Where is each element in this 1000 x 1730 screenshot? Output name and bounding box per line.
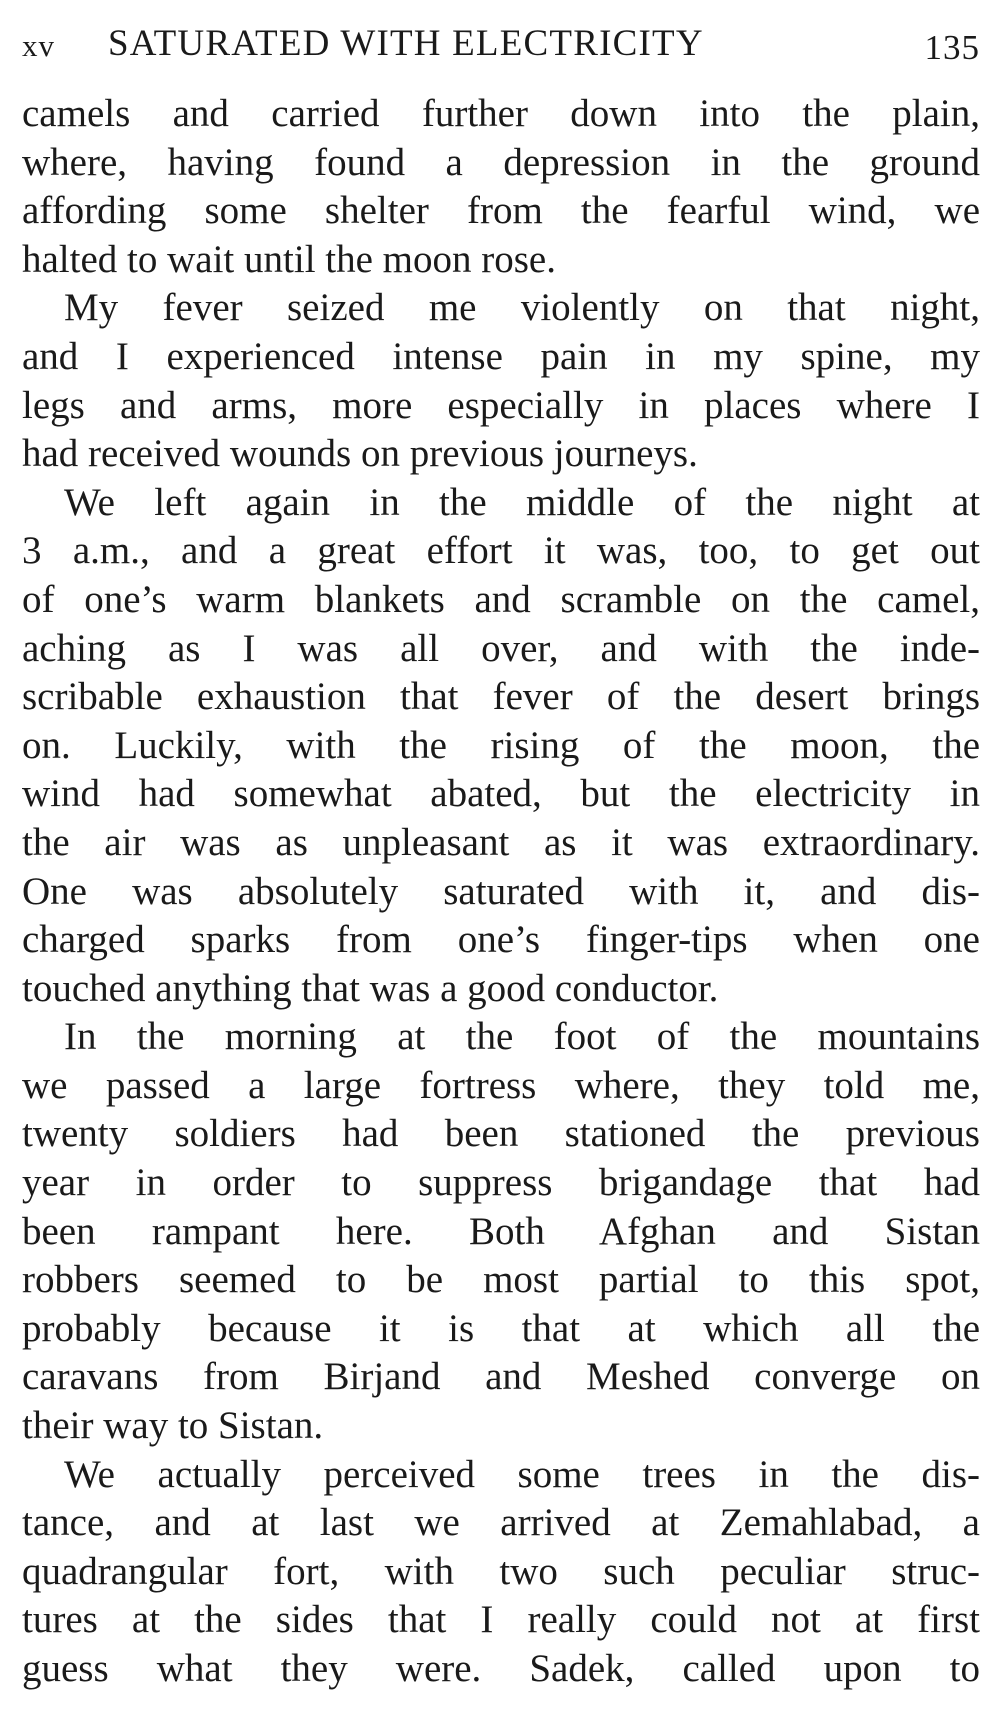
- text-line: year in order to suppress brigandage that had: [22, 1161, 980, 1205]
- text-line: probably because it is that at which all the: [22, 1306, 980, 1350]
- text-line: their way to Sistan.: [22, 1404, 324, 1448]
- chapter-number: xv: [22, 28, 55, 63]
- text-line: halted to wait until the moon rose.: [22, 237, 556, 281]
- text-line: and I experienced intense pain in my spine, my: [22, 334, 980, 378]
- page-number: 135: [924, 28, 980, 67]
- text-line: 3 a.m., and a great effort it was, too, to get out: [22, 529, 980, 573]
- text-line: been rampant here. Both Afghan and Sistan: [22, 1209, 980, 1253]
- text-line: scribable exhaustion that fever of the desert brings: [22, 675, 980, 719]
- paragraph: [22, 284, 980, 478]
- text-line: affording some shelter from the fearful wind, we: [22, 189, 980, 233]
- text-line: caravans from Birjand and Meshed converge on: [22, 1355, 980, 1399]
- running-head: [22, 14, 980, 74]
- text-line: We actually perceived some trees in the dis-: [64, 1452, 980, 1496]
- text-line: on. Luckily, with the rising of the moon, the: [22, 723, 980, 767]
- text-line: guess what they were. Sadek, called upon to: [22, 1647, 980, 1690]
- text-line: In the morning at the foot of the mountains: [64, 1015, 980, 1059]
- running-title: SATURATED WITH ELECTRICITY: [108, 23, 704, 64]
- text-line: tance, and at last we arrived at Zemahlabad, a: [22, 1501, 980, 1545]
- text-line: we passed a large fortress where, they told me,: [22, 1063, 980, 1107]
- text-line: twenty soldiers had been stationed the previous: [22, 1112, 980, 1156]
- text-line: tures at the sides that I really could not at first: [22, 1598, 980, 1642]
- text-line: robbers seemed to be most partial to this spot,: [22, 1258, 980, 1302]
- text-line: legs and arms, more especially in places where I: [22, 383, 980, 427]
- text-line: My fever seized me violently on that night,: [64, 286, 980, 330]
- text-line: wind had somewhat abated, but the electricity in: [22, 772, 980, 816]
- text-line: One was absolutely saturated with it, and dis-: [22, 869, 980, 913]
- body-text: [22, 90, 980, 1694]
- text-line: had received wounds on previous journeys.: [22, 432, 698, 476]
- text-line: camels and carried further down into the plain,: [22, 92, 980, 135]
- text-line: charged sparks from one’s finger-tips when one: [22, 918, 980, 962]
- text-line: aching as I was all over, and with the inde-: [22, 626, 980, 670]
- paragraph: [22, 90, 980, 284]
- text-line: quadrangular fort, with two such peculiar struc-: [22, 1549, 980, 1593]
- paragraph: [22, 1451, 980, 1694]
- text-line: of one’s warm blankets and scramble on the camel,: [22, 577, 980, 621]
- paragraph: [22, 1013, 980, 1450]
- paragraph: [22, 479, 980, 1014]
- text-line: the air was as unpleasant as it was extraordinary.: [22, 820, 980, 864]
- text-line: We left again in the middle of the night at: [64, 480, 980, 524]
- book-page: [22, 14, 980, 1694]
- text-line: where, having found a depression in the ground: [22, 140, 980, 184]
- text-line: touched anything that was a good conductor.: [22, 966, 719, 1010]
